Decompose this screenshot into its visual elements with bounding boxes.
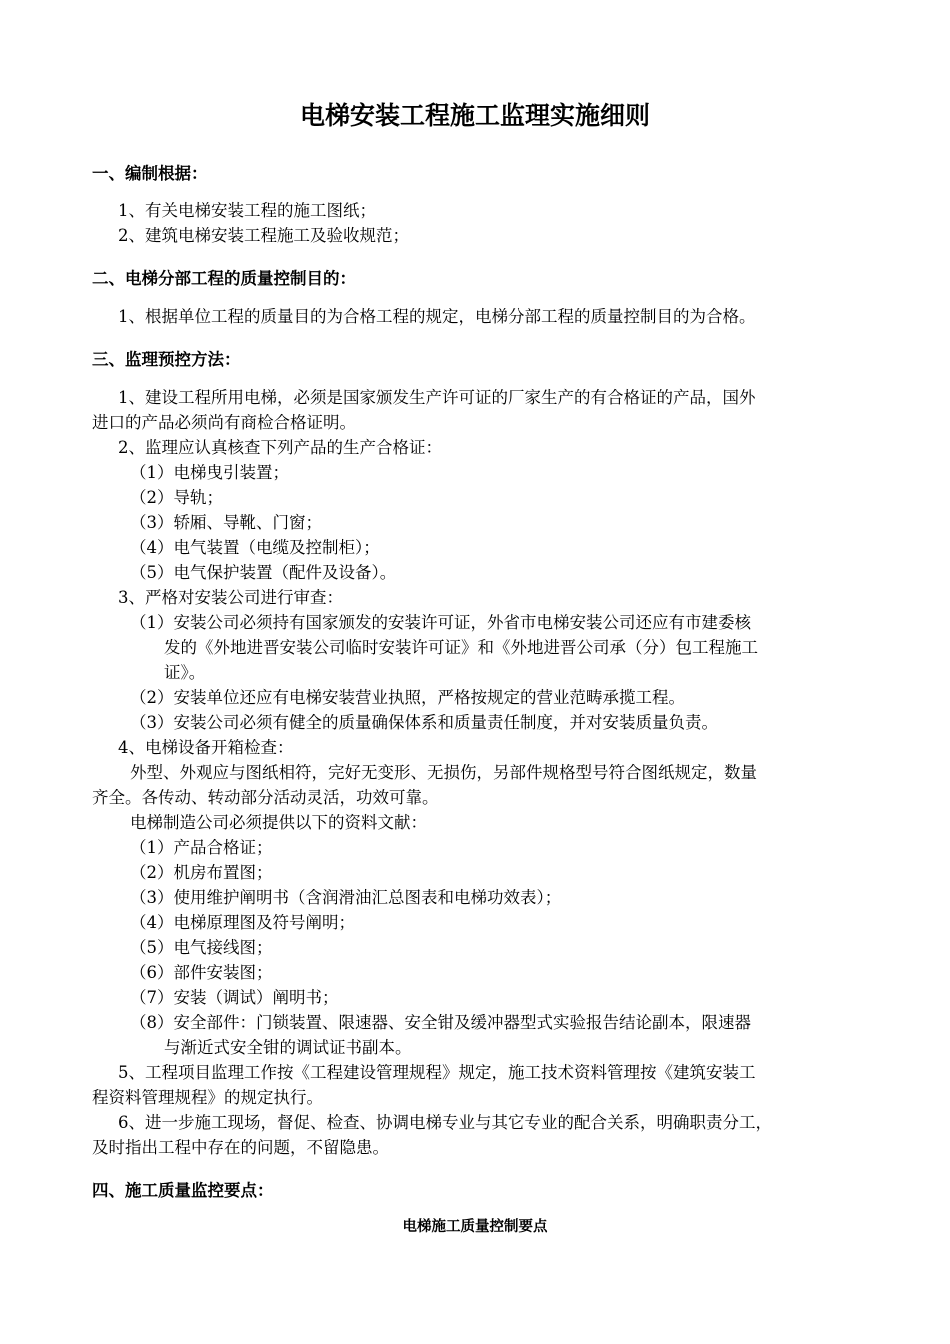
section-heading-2: 二、电梯分部工程的质量控制目的： bbox=[92, 269, 356, 288]
text-line: 4、电梯设备开箱检查： bbox=[118, 738, 294, 757]
section-heading-1: 一、编制根据： bbox=[92, 164, 208, 183]
text-line: （1）电梯曳引装置； bbox=[130, 463, 289, 482]
text-line: 外型、外观应与图纸相符，完好无变形、无损伤，另部件规格型号符合图纸规定，数量 bbox=[130, 763, 757, 782]
text-line: （8）安全部件：门锁装置、限速器、安全钳及缓冲器型式实验报告结论副本，限速器 bbox=[130, 1013, 751, 1032]
text-line: 1、根据单位工程的质量目的为合格工程的规定，电梯分部工程的质量控制目的为合格。 bbox=[118, 307, 756, 326]
text-line: （5）电气保护装置（配件及设备）。 bbox=[130, 563, 397, 582]
text-line: 进口的产品必须尚有商检合格证明。 bbox=[92, 413, 356, 432]
text-line: （2）机房布置图； bbox=[130, 863, 273, 882]
text-line: （7）安装（调试）阐明书； bbox=[130, 988, 339, 1007]
text-line: 2、建筑电梯安装工程施工及验收规范； bbox=[118, 226, 409, 245]
section-heading-4: 四、施工质量监控要点： bbox=[92, 1181, 274, 1200]
text-line: 2、监理应认真核查下列产品的生产合格证： bbox=[118, 438, 442, 457]
text-line: 发的《外地进晋安装公司临时安装许可证》和《外地进晋公司承（分）包工程施工 bbox=[164, 638, 758, 657]
text-line: 电梯制造公司必须提供以下的资料文献： bbox=[130, 813, 427, 832]
text-line: （5）电气接线图； bbox=[130, 938, 273, 957]
text-line: 3、严格对安装公司进行审查： bbox=[118, 588, 343, 607]
text-line: 及时指出工程中存在的问题，不留隐患。 bbox=[92, 1138, 389, 1157]
text-line: 1、有关电梯安装工程的施工图纸； bbox=[118, 201, 376, 220]
section-heading-3: 三、监理预控方法： bbox=[92, 350, 241, 369]
text-line: 5、工程项目监理工作按《工程建设管理规程》规定，施工技术资料管理按《建筑安装工 bbox=[118, 1063, 756, 1082]
text-line: （3）使用维护阐明书（含润滑油汇总图表和电梯功效表）； bbox=[130, 888, 562, 907]
text-line: （4）电梯原理图及符号阐明； bbox=[130, 913, 355, 932]
text-line: （3）安装公司必须有健全的质量确保体系和质量责任制度，并对安装质量负责。 bbox=[130, 713, 718, 732]
table-title: 电梯施工质量控制要点 bbox=[402, 1219, 548, 1235]
text-line: （4）电气装置（电缆及控制柜）； bbox=[130, 538, 380, 557]
text-line: （6）部件安装图； bbox=[130, 963, 273, 982]
text-line: （1）安装公司必须持有国家颁发的安装许可证，外省市电梯安装公司还应有市建委核 bbox=[130, 613, 751, 632]
text-line: （1）产品合格证； bbox=[130, 838, 273, 857]
text-line: （2）导轨； bbox=[130, 488, 223, 507]
text-line: 1、建设工程所用电梯，必须是国家颁发生产许可证的厂家生产的有合格证的产品，国外 bbox=[118, 388, 756, 407]
text-line: 与渐近式安全钳的调试证书副本。 bbox=[164, 1038, 412, 1057]
text-line: （2）安装单位还应有电梯安装营业执照，严格按规定的营业范畴承揽工程。 bbox=[130, 688, 685, 707]
document-title: 电梯安装工程施工监理实施细则 bbox=[299, 101, 650, 130]
text-line: 齐全。各传动、转动部分活动灵活，功效可靠。 bbox=[92, 788, 439, 807]
text-line: 程资料管理规程》的规定执行。 bbox=[92, 1088, 323, 1107]
text-line: 证》。 bbox=[164, 663, 206, 682]
text-line: 6、进一步施工现场，督促、检查、协调电梯专业与其它专业的配合关系，明确职责分工， bbox=[118, 1113, 772, 1132]
text-line: （3）轿厢、导靴、门窗； bbox=[130, 513, 322, 532]
